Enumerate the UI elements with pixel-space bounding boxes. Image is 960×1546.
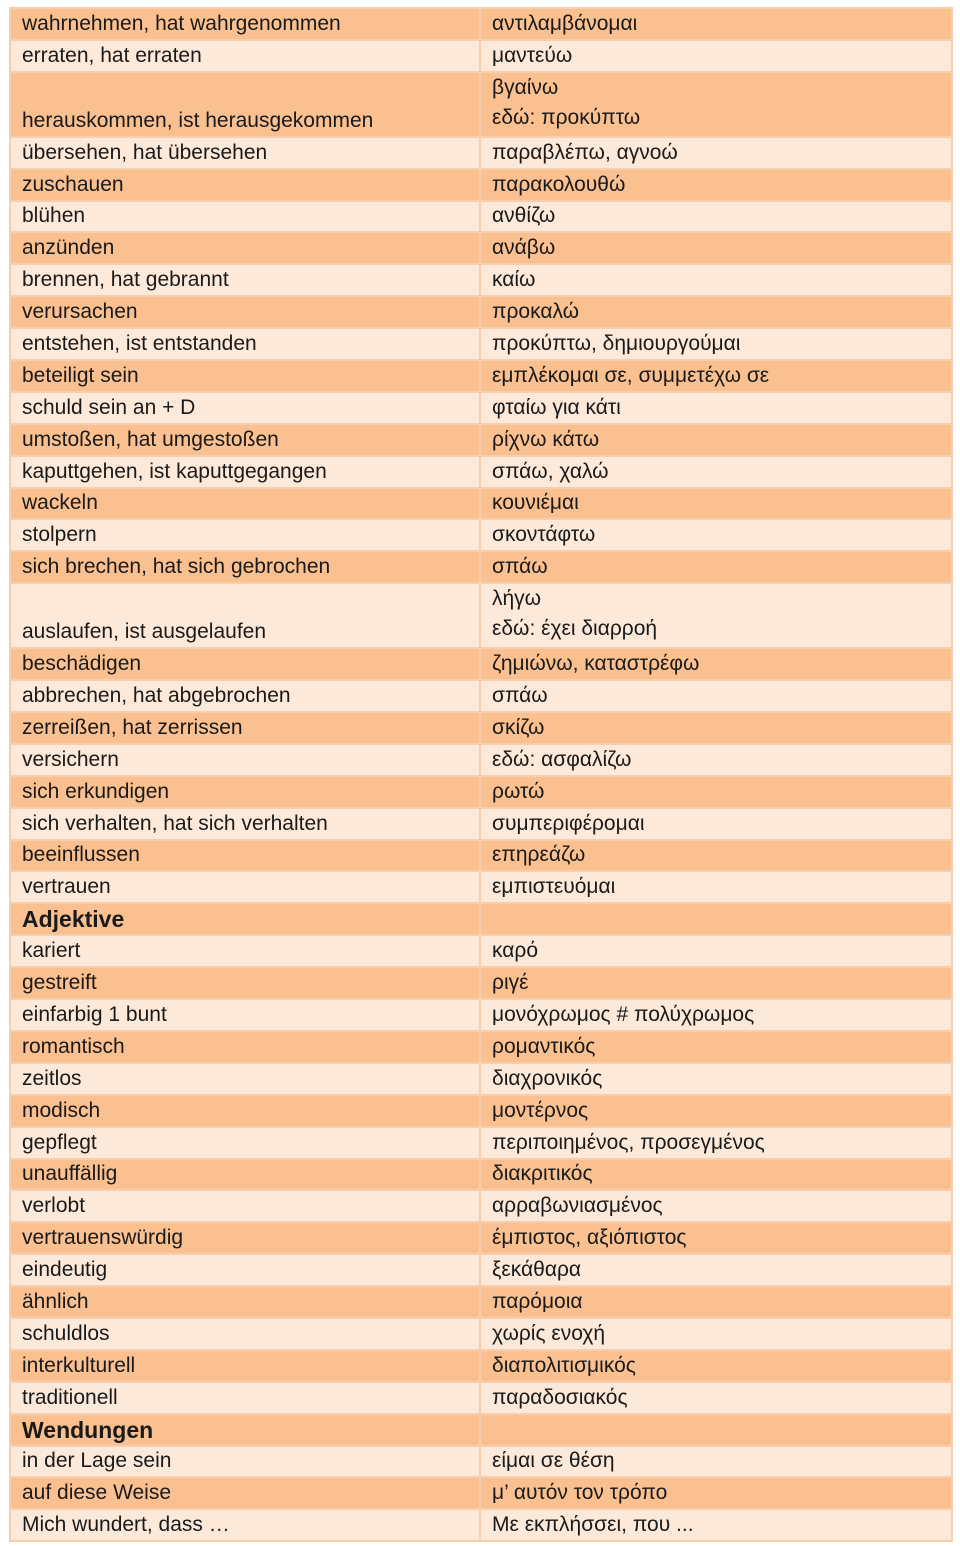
section-heading-row xyxy=(10,1414,952,1446)
german-term: verursachen xyxy=(10,296,480,328)
greek-translation: Με εκπλήσσει, που ... xyxy=(480,1509,952,1541)
table-row xyxy=(10,232,952,264)
german-term: modisch xyxy=(10,1095,480,1127)
greek-translation: σπάω xyxy=(480,551,952,583)
table-row xyxy=(10,1254,952,1286)
greek-translation: ζημιώνω, καταστρέφω xyxy=(480,648,952,680)
german-term: wahrnehmen, hat wahrgenommen xyxy=(10,8,480,40)
greek-translation: διαπολιτισμικός xyxy=(480,1350,952,1382)
table-row xyxy=(10,1190,952,1222)
table-row xyxy=(10,519,952,551)
section-heading-row xyxy=(10,903,952,935)
table-row xyxy=(10,999,952,1031)
greek-translation: φταίω για κάτι xyxy=(480,392,952,424)
german-term: stolpern xyxy=(10,519,480,551)
table-row xyxy=(10,840,952,872)
table-row xyxy=(10,360,952,392)
greek-translation: επηρεάζω xyxy=(480,840,952,872)
greek-translation: ξεκάθαρα xyxy=(480,1254,952,1286)
table-row xyxy=(10,1446,952,1478)
section-heading: Adjektive xyxy=(10,903,480,935)
table-row xyxy=(10,1159,952,1191)
greek-translation: μοντέρνος xyxy=(480,1095,952,1127)
greek-translation: βγαίνω εδώ: προκύπτω xyxy=(480,72,952,137)
greek-translation: εμπλέκομαι σε, συμμετέχω σε xyxy=(480,360,952,392)
german-term: beschädigen xyxy=(10,648,480,680)
german-term: beteiligt sein xyxy=(10,360,480,392)
greek-translation: μαντεύω xyxy=(480,40,952,72)
german-term: abbrechen, hat abgebrochen xyxy=(10,680,480,712)
german-term: kariert xyxy=(10,935,480,967)
greek-translation: παρόμοια xyxy=(480,1286,952,1318)
german-term: zuschauen xyxy=(10,169,480,201)
german-term: interkulturell xyxy=(10,1350,480,1382)
german-term: zerreißen, hat zerrissen xyxy=(10,712,480,744)
table-row xyxy=(10,1222,952,1254)
german-term: einfarbig 1 bunt xyxy=(10,999,480,1031)
table-row xyxy=(10,392,952,424)
german-term: versichern xyxy=(10,744,480,776)
german-term: ähnlich xyxy=(10,1286,480,1318)
greek-translation: συμπεριφέρομαι xyxy=(480,808,952,840)
greek-translation xyxy=(480,1414,952,1446)
table-row xyxy=(10,1382,952,1414)
german-term: in der Lage sein xyxy=(10,1446,480,1478)
table-row xyxy=(10,551,952,583)
german-term: schuldlos xyxy=(10,1318,480,1350)
greek-translation: αρραβωνιασμένος xyxy=(480,1190,952,1222)
german-term: auslaufen, ist ausgelaufen xyxy=(10,583,480,648)
table-row xyxy=(10,328,952,360)
greek-translation: παραδοσιακός xyxy=(480,1382,952,1414)
table-row xyxy=(10,583,952,648)
german-term: zeitlos xyxy=(10,1063,480,1095)
german-term: anzünden xyxy=(10,232,480,264)
table-row xyxy=(10,712,952,744)
table-row xyxy=(10,8,952,40)
greek-translation: ρίχνω κάτω xyxy=(480,424,952,456)
greek-translation: προκαλώ xyxy=(480,296,952,328)
table-row xyxy=(10,1095,952,1127)
greek-translation: ανθίζω xyxy=(480,201,952,233)
table-row xyxy=(10,871,952,903)
greek-translation: ρομαντικός xyxy=(480,1031,952,1063)
table-row xyxy=(10,1286,952,1318)
greek-translation: σκοντάφτω xyxy=(480,519,952,551)
greek-translation: ρωτώ xyxy=(480,776,952,808)
table-row xyxy=(10,1031,952,1063)
table-row xyxy=(10,169,952,201)
greek-translation: σπάω xyxy=(480,680,952,712)
table-row xyxy=(10,776,952,808)
table-row xyxy=(10,1318,952,1350)
greek-translation: περιποιημένος, προσεγμένος xyxy=(480,1127,952,1159)
vocabulary-table xyxy=(9,7,953,1542)
german-term: unauffällig xyxy=(10,1159,480,1191)
table-row xyxy=(10,808,952,840)
german-term: brennen, hat gebrannt xyxy=(10,264,480,296)
greek-translation xyxy=(480,903,952,935)
german-term: sich brechen, hat sich gebrochen xyxy=(10,551,480,583)
german-term: wackeln xyxy=(10,488,480,520)
german-term: schuld sein an + D xyxy=(10,392,480,424)
german-term: verlobt xyxy=(10,1190,480,1222)
table-row xyxy=(10,744,952,776)
greek-translation: εδώ: ασφαλίζω xyxy=(480,744,952,776)
german-term: kaputtgehen, ist kaputtgegangen xyxy=(10,456,480,488)
table-row xyxy=(10,1509,952,1541)
table-row xyxy=(10,424,952,456)
greek-translation: μονόχρωμος # πολύχρωμος xyxy=(480,999,952,1031)
german-term: vertrauen xyxy=(10,871,480,903)
table-row xyxy=(10,1350,952,1382)
greek-translation: παραβλέπω, αγνοώ xyxy=(480,137,952,169)
greek-translation: ριγέ xyxy=(480,967,952,999)
greek-translation: κουνιέμαι xyxy=(480,488,952,520)
german-term: vertrauenswürdig xyxy=(10,1222,480,1254)
table-row xyxy=(10,1063,952,1095)
german-term: sich verhalten, hat sich verhalten xyxy=(10,808,480,840)
german-term: sich erkundigen xyxy=(10,776,480,808)
german-term: übersehen, hat übersehen xyxy=(10,137,480,169)
table-row xyxy=(10,680,952,712)
table-row xyxy=(10,1127,952,1159)
greek-translation: εμπιστευόμαι xyxy=(480,871,952,903)
german-term: entstehen, ist entstanden xyxy=(10,328,480,360)
german-term: gepflegt xyxy=(10,1127,480,1159)
greek-translation: είμαι σε θέση xyxy=(480,1446,952,1478)
table-row xyxy=(10,1477,952,1509)
table-row xyxy=(10,264,952,296)
greek-translation: σπάω, χαλώ xyxy=(480,456,952,488)
greek-translation: παρακολουθώ xyxy=(480,169,952,201)
table-row xyxy=(10,967,952,999)
table-row xyxy=(10,201,952,233)
greek-translation: σκίζω xyxy=(480,712,952,744)
german-term: traditionell xyxy=(10,1382,480,1414)
german-term: beeinflussen xyxy=(10,840,480,872)
table-row xyxy=(10,137,952,169)
greek-translation: λήγω εδώ: έχει διαρροή xyxy=(480,583,952,648)
german-term: Mich wundert, dass … xyxy=(10,1509,480,1541)
greek-translation: μ’ αυτόν τον τρόπο xyxy=(480,1477,952,1509)
table-row xyxy=(10,935,952,967)
greek-translation: αντιλαμβάνομαι xyxy=(480,8,952,40)
table-row xyxy=(10,648,952,680)
german-term: herauskommen, ist herausgekommen xyxy=(10,72,480,137)
greek-translation: έμπιστος, αξιόπιστος xyxy=(480,1222,952,1254)
table-row xyxy=(10,296,952,328)
table-row xyxy=(10,40,952,72)
table-row xyxy=(10,488,952,520)
german-term: blühen xyxy=(10,201,480,233)
german-term: auf diese Weise xyxy=(10,1477,480,1509)
german-term: erraten, hat erraten xyxy=(10,40,480,72)
german-term: umstoßen, hat umgestoßen xyxy=(10,424,480,456)
greek-translation: διακριτικός xyxy=(480,1159,952,1191)
german-term: eindeutig xyxy=(10,1254,480,1286)
section-heading: Wendungen xyxy=(10,1414,480,1446)
greek-translation: καρό xyxy=(480,935,952,967)
greek-translation: προκύπτω, δημιουργούμαι xyxy=(480,328,952,360)
table-row xyxy=(10,72,952,137)
greek-translation: χωρίς ενοχή xyxy=(480,1318,952,1350)
german-term: gestreift xyxy=(10,967,480,999)
greek-translation: ανάβω xyxy=(480,232,952,264)
german-term: romantisch xyxy=(10,1031,480,1063)
greek-translation: διαχρονικός xyxy=(480,1063,952,1095)
greek-translation: καίω xyxy=(480,264,952,296)
table-row xyxy=(10,456,952,488)
